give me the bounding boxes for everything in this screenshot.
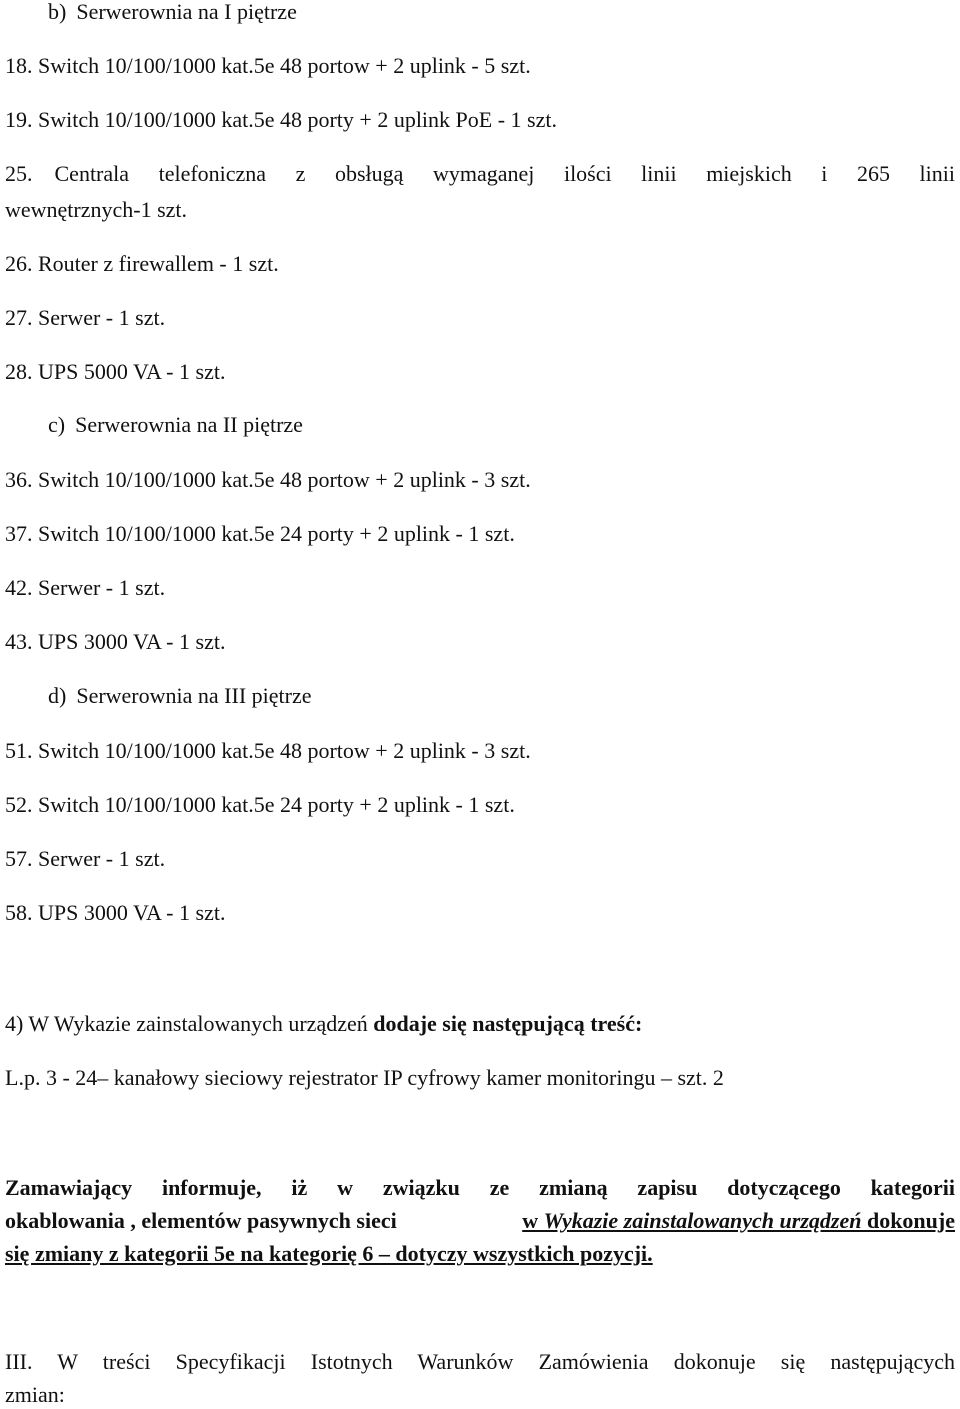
- list-item-continuation: wewnętrznych-1 szt.: [5, 197, 188, 222]
- list-item: 26. Router z firewallem - 1 szt.: [5, 251, 279, 276]
- list-item: 19. Switch 10/100/1000 kat.5e 48 porty + 2 uplink PoE - 1 szt.: [5, 107, 557, 132]
- notice-line-2: okablowania , elementów pasywnych sieci w Wykazie zainstalowanych urządzeń dokonuje: [5, 1208, 955, 1233]
- notice-line-3: się zmiany z kategorii 5e na kategorię 6 – dotyczy wszystkich pozycji.: [5, 1241, 653, 1266]
- section-3-line-2: zmian:: [5, 1382, 65, 1407]
- list-item: 52. Switch 10/100/1000 kat.5e 24 porty + 2 uplink - 1 szt.: [5, 792, 515, 817]
- list-item: 51. Switch 10/100/1000 kat.5e 48 portow + 2 uplink - 3 szt.: [5, 738, 531, 763]
- section-c-heading: c) Serwerownia na II piętrze: [48, 412, 303, 437]
- list-item: 27. Serwer - 1 szt.: [5, 305, 166, 330]
- wykaz-reference: Wykazie zainstalowanych urządzeń: [543, 1208, 862, 1233]
- list-item: 28. UPS 5000 VA - 1 szt.: [5, 359, 226, 384]
- list-item: 36. Switch 10/100/1000 kat.5e 48 portow + 2 uplink - 3 szt.: [5, 467, 531, 492]
- list-text: Centrala telefoniczna z obsługą wymaganej ilości linii miejskich i 265 linii: [54, 161, 955, 186]
- list-item: 42. Serwer - 1 szt.: [5, 575, 166, 600]
- list-item: 37. Switch 10/100/1000 kat.5e 24 porty + 2 uplink - 1 szt.: [5, 521, 515, 546]
- list-item: 58. UPS 3000 VA - 1 szt.: [5, 900, 226, 925]
- list-item-25: [5, 160, 955, 188]
- section-d-heading: d) Serwerownia na III piętrze: [48, 683, 312, 708]
- section-3-line-1: III. W treści Specyfikacji Istotnych Warunków Zamówienia dokonuje się następujących: [5, 1349, 955, 1374]
- point-4-heading: 4) W Wykazie zainstalowanych urządzeń dodaje się następującą treść:: [5, 1011, 643, 1036]
- notice-line-1: Zamawiający informuje, iż w związku ze zmianą zapisu dotyczącego kategorii: [5, 1175, 955, 1200]
- list-item: 18. Switch 10/100/1000 kat.5e 48 portow + 2 uplink - 5 szt.: [5, 53, 531, 78]
- list-number: 25.: [5, 161, 33, 186]
- list-item: 57. Serwer - 1 szt.: [5, 846, 166, 871]
- list-item: 43. UPS 3000 VA - 1 szt.: [5, 629, 226, 654]
- point-4-item: L.p. 3 - 24– kanałowy sieciowy rejestrator IP cyfrowy kamer monitoringu – szt. 2: [5, 1065, 724, 1090]
- section-b-heading: b) Serwerownia na I piętrze: [48, 0, 297, 24]
- point-4-bold: dodaje się następującą treść:: [373, 1011, 643, 1036]
